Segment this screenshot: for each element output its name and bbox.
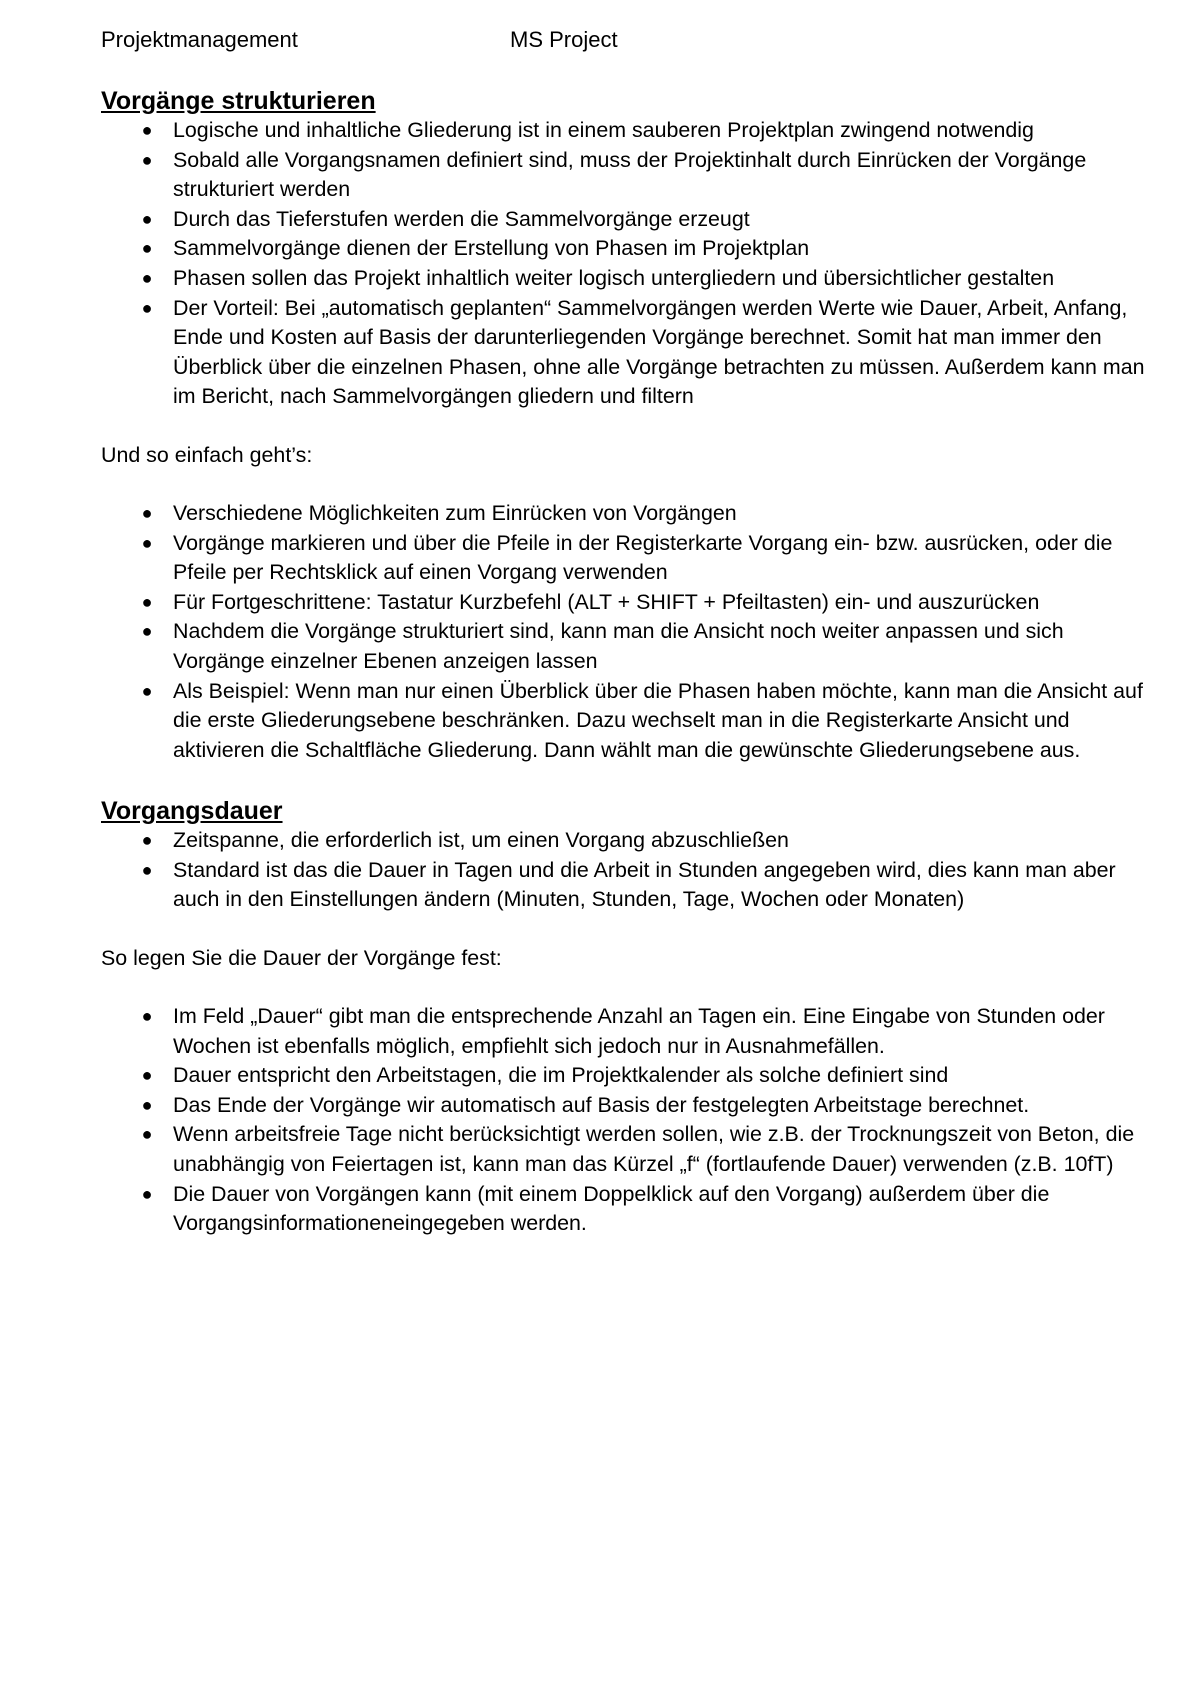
section-heading-vorgangsdauer: Vorgangsdauer: [101, 797, 283, 826]
bullet-icon: ●: [141, 1124, 153, 1145]
list-item: [101, 499, 1161, 529]
bullet-icon: ●: [141, 591, 153, 612]
list-item-text: Zeitspanne, die erforderlich ist, um einen Vorgang abzuschließen: [173, 828, 789, 853]
section2-bullet-list: [101, 826, 1161, 915]
list-item: [101, 116, 1161, 146]
bullet-icon: ●: [141, 120, 153, 140]
list-item: [101, 294, 1161, 412]
list-item-text: Für Fortgeschrittene: Tastatur Kurzbefehl (ALT + SHIFT + Pfeiltasten) ein- und auszurücken: [173, 589, 1040, 614]
list-item: [101, 1180, 1161, 1239]
bullet-icon: ●: [141, 149, 153, 170]
section-heading-vorgaenge-strukturieren: Vorgänge strukturieren: [101, 87, 376, 115]
document-page: [101, 22, 1161, 1239]
bullet-icon: ●: [141, 830, 153, 851]
list-item-text: Die Dauer von Vorgängen kann (mit einem Doppelklick auf den Vorgang) außerdem über die Vorgangsinformationeneingegeben werden.: [173, 1181, 1050, 1236]
list-item-text: Sammelvorgänge dienen der Erstellung von Phasen im Projektplan: [173, 236, 810, 261]
section1-bullet-list: [101, 116, 1161, 412]
header-left-title: Projektmanagement: [101, 27, 298, 52]
list-item-text: Im Feld „Dauer“ gibt man die entsprechende Anzahl an Tagen ein. Eine Eingabe von Stunden oder Wochen ist ebenfalls möglich, empfiehlt sich jedoch nur in Ausnahmefällen.: [173, 1004, 1105, 1058]
list-item-text: Standard ist das die Dauer in Tagen und die Arbeit in Stunden angegeben wird, dies kann man aber auch in den Einstellungen ändern (Minuten, Stunden, Tage, Wochen oder Monaten): [173, 857, 1116, 912]
list-item: [101, 146, 1161, 205]
list-item-text: Durch das Tieferstufen werden die Sammelvorgänge erzeugt: [173, 206, 750, 231]
list-item-text: Das Ende der Vorgänge wir automatisch auf Basis der festgelegten Arbeitstage berechnet.: [173, 1092, 1030, 1117]
list-item-text: Nachdem die Vorgänge strukturiert sind, kann man die Ansicht noch weiter anpassen und sich Vorgänge einzelner Ebenen anzeigen lassen: [173, 619, 1064, 673]
list-item: [101, 1061, 1161, 1091]
bullet-icon: ●: [141, 297, 153, 318]
list-item: [101, 529, 1161, 588]
bullet-icon: ●: [141, 208, 153, 229]
list-item: [101, 1002, 1161, 1061]
page-header: [101, 22, 1161, 62]
bullet-icon: ●: [141, 267, 153, 288]
bullet-icon: ●: [141, 1094, 153, 1115]
bullet-icon: ●: [141, 238, 153, 259]
bullet-icon: ●: [141, 1183, 153, 1204]
list-item: [101, 826, 1161, 856]
list-item-text: Phasen sollen das Projekt inhaltlich weiter logisch untergliedern und übersichtlicher gestalten: [173, 265, 1055, 290]
bullet-icon: ●: [141, 680, 153, 701]
list-item: [101, 264, 1161, 294]
bullet-icon: ●: [141, 1065, 153, 1086]
section2-intro-text: So legen Sie die Dauer der Vorgänge fest:: [101, 946, 502, 971]
list-item: [101, 617, 1161, 676]
bullet-icon: ●: [141, 502, 153, 523]
section2-steps-list: [101, 1002, 1161, 1239]
list-item: [101, 1091, 1161, 1121]
list-item-text: Dauer entspricht den Arbeitstagen, die im Projektkalender als solche definiert sind: [173, 1063, 949, 1088]
list-item-text: Verschiedene Möglichkeiten zum Einrücken von Vorgängen: [173, 500, 737, 525]
header-right-title: MS Project: [510, 27, 618, 52]
section1-steps-list: [101, 499, 1161, 765]
bullet-icon: ●: [141, 859, 153, 880]
list-item: [101, 677, 1161, 766]
list-item-text: Wenn arbeitsfreie Tage nicht berücksichtigt werden sollen, wie z.B. der Trocknungszeit von Beton, die unabhängig von Feiertagen ist, kann man das Kürzel „f“ (fortlaufende Dauer) verwenden (z.B. 10fT): [173, 1122, 1135, 1177]
list-item-text: Vorgänge markieren und über die Pfeile in der Registerkarte Vorgang ein- bzw. ausrücken, oder die Pfeile per Rechtsklick auf einen Vorgang verwenden: [173, 530, 1113, 585]
list-item: [101, 588, 1161, 618]
bullet-icon: ●: [141, 621, 153, 642]
list-item-text: Der Vorteil: Bei „automatisch geplanten“ Sammelvorgängen werden Werte wie Dauer, Arbeit, Anfang, Ende und Kosten auf Basis der darunterliegenden Vorgänge berechnet. Somit hat man immer den Überblick über die einzelnen Phasen, ohne alle Vorgänge betrachten zu müssen. Außerdem kann man im Bericht, nach Sammelvorgängen gliedern und filtern: [173, 295, 1145, 409]
list-item: [101, 205, 1161, 235]
bullet-icon: ●: [141, 532, 153, 553]
section1-intro-text: Und so einfach geht’s:: [101, 442, 313, 467]
bullet-icon: ●: [141, 1006, 153, 1027]
list-item-text: Sobald alle Vorgangsnamen definiert sind, muss der Projektinhalt durch Einrücken der Vorgänge strukturiert werden: [173, 147, 1087, 202]
list-item-text: Als Beispiel: Wenn man nur einen Überblick über die Phasen haben möchte, kann man die Ansicht auf die erste Gliederungsebene beschränken. Dazu wechselt man in die Registerkarte Ansicht und aktivieren die Schaltfläche Gliederung. Dann wählt man die gewünschte Gliederungsebene aus.: [173, 678, 1143, 762]
list-item: [101, 234, 1161, 264]
list-item: [101, 1120, 1161, 1179]
list-item: [101, 856, 1161, 915]
list-item-text: Logische und inhaltliche Gliederung ist in einem sauberen Projektplan zwingend notwendig: [173, 118, 1034, 142]
